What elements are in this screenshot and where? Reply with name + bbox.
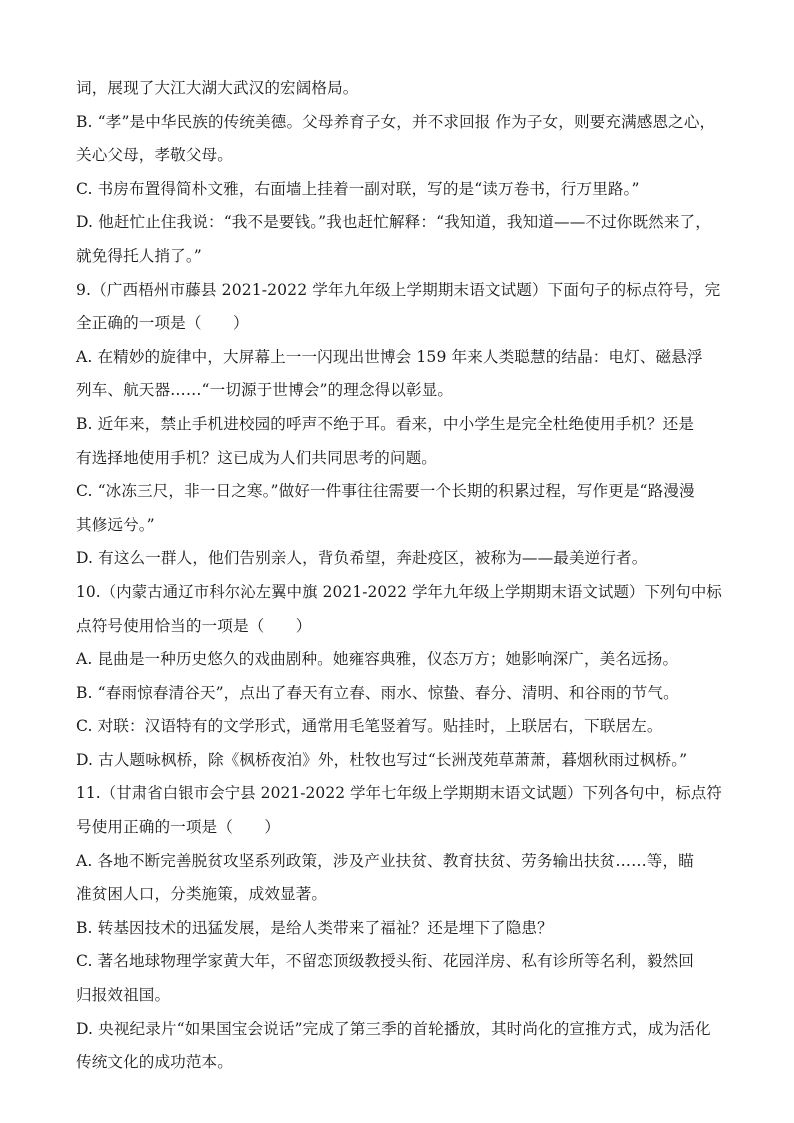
text-line: 准贫困人口，分类施策，成效显著。 (76, 885, 328, 904)
text-line: 其修远兮。” (76, 515, 155, 534)
question-10-title-cont: 点符号使用恰当的一项是（ ） (76, 616, 312, 635)
option-a-line: A. 在精妙的旋律中，大屏幕上一一闪现出世博会 159 年来人类聪慧的结晶：电灯、磁悬浮 (76, 347, 703, 366)
option-d-line: D. 有这么一群人，他们告别亲人，背负希望，奔赴疫区，被称为——最美逆行者。 (76, 549, 648, 568)
text-line: 词，展现了大江大湖大武汉的宏阔格局。 (76, 79, 359, 97)
text-line: 有选择地使用手机？这已成为人们共同思考的问题。 (76, 448, 437, 467)
text-line: 传统文化的成功范本。 (76, 1053, 233, 1072)
text-line: 列车、航天器……“一切源于世博会”的理念得以彰显。 (76, 381, 454, 400)
question-9-title: 9.（广西梧州市藤县 2021-2022 学年九年级上学期期末语文试题）下面句子的标点符号，完 (76, 280, 721, 299)
option-c-line: C. 书房布置得简朴文雅，右面墙上挂着一副对联，写的是“读万卷书，行万里路。” (76, 179, 640, 198)
question-11-title-cont: 号使用正确的一项是（ ） (76, 818, 281, 837)
option-b-line: B. 近年来，禁止手机进校园的呼声不绝于耳。看来，中小学生是完全杜绝使用手机？还是 (76, 414, 695, 433)
question-10-title: 10.（内蒙古通辽市科尔沁左翼中旗 2021-2022 学年九年级上学期期末语文试题）下列句中标 (76, 582, 722, 601)
option-a-line: A. 各地不断完善脱贫攻坚系列政策，涉及产业扶贫、教育扶贫、劳务输出扶贫……等，瞄 (76, 851, 694, 870)
text-line: 关心父母，孝敬父母。 (76, 146, 233, 165)
question-9-title-cont: 全正确的一项是（ ） (76, 314, 249, 333)
option-a-line: A. 昆曲是一种历史悠久的戏曲剧种。她雍容典雅，仪态万方；她影响深广，美名远扬。 (76, 650, 679, 669)
option-c-line: C. “冰冻三尺，非一日之寒。”做好一件事往往需要一个长期的积累过程，写作更是“路漫漫 (76, 482, 695, 501)
question-11-title: 11.（甘肃省白银市会宁县 2021-2022 学年七年级上学期期末语文试题）下列各句中，标点符 (76, 784, 722, 803)
option-b-line: B. “春雨惊春清谷天”，点出了春天有立春、雨水、惊蛰、春分、清明、和谷雨的节气。 (76, 683, 679, 702)
option-c-line: C. 对联：汉语特有的文学形式，通常用毛笔竖着写。贴挂时，上联居右，下联居左。 (76, 717, 663, 736)
option-d-line: D. 央视纪录片“如果国宝会说话”完成了第三季的首轮播放，其时尚化的宣推方式，成为活化 (76, 1019, 711, 1038)
option-b-line: B. 转基因技术的迅猛发展，是给人类带来了福祉？还是埋下了隐患？ (76, 918, 553, 937)
question-text-block (76, 72, 722, 1080)
text-line: 归报效祖国。 (76, 986, 171, 1005)
text-line: 就免得托人捎了。” (76, 246, 202, 265)
option-d-line: D. 他赶忙止住我说：“我不是要钱。”我也赶忙解释：“我知道，我知道——不过你既然来了， (76, 213, 711, 232)
option-d-line: D. 古人题咏枫桥，除《枫桥夜泊》外，杜牧也写过“长洲茂苑草萧萧，暮烟秋雨过枫桥。” (76, 750, 688, 769)
option-b-line: B. “孝”是中华民族的传统美德。父母养育子女，并不求回报 作为子女，则要充满感恩之心， (76, 112, 716, 131)
option-c-line: C. 著名地球物理学家黄大年，不留恋顶级教授头衔、花园洋房、私有诊所等名利，毅然回 (76, 952, 694, 971)
